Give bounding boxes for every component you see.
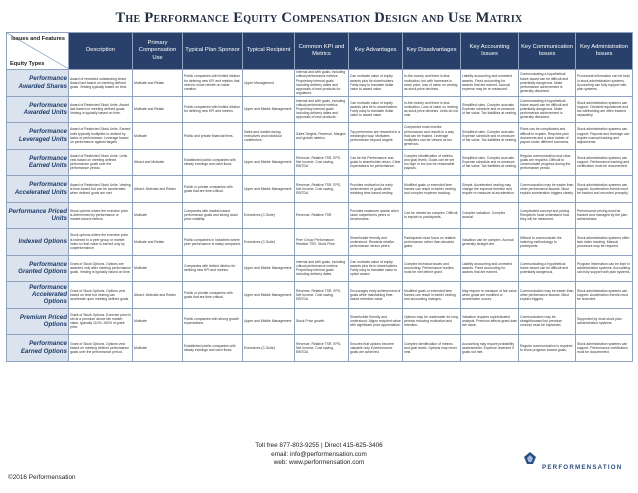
table-cell: Grant of Stock Options. Options vest based on meeting defined performance goals over the performance period. <box>69 335 133 362</box>
column-header: Key Disadvantages <box>403 33 461 70</box>
page-title: The Performance Equity Compensation Design and Use Matrix <box>115 10 523 26</box>
table-cell: Communicating a hypothetical future award can be difficult and potentially dangerous. Make performance achievement is generally disclosed. <box>519 96 576 123</box>
row-header: Performance Priced Units <box>7 202 69 229</box>
table-cell: Provides motivation for early achievement of goals while retaining time-based vesting. <box>349 176 403 203</box>
column-header: Description <box>69 33 133 70</box>
row-header: Performance Accelerated Options <box>7 282 69 309</box>
table-cell: Public or private companies with goals that are time-critical. <box>183 282 243 309</box>
table-cell: Complex identification of metrics and goal levels. Options may never vest. <box>403 335 461 362</box>
header-row <box>7 33 633 70</box>
row-header: Performance Accelerated Units <box>7 176 69 203</box>
table-cell: Stock administration systems can support. Performance tracking and certification must be documented. <box>576 149 633 176</box>
column-header: Typical Plan Sponsor <box>183 33 243 70</box>
table-cell: Modified goals or extended time frames can result in earlier vesting and complex expense tracking. <box>403 176 461 203</box>
table-cell: Motivate and Retain <box>133 96 183 123</box>
corner-cell <box>7 33 69 70</box>
table-cell: Upper and Middle Management <box>243 149 295 176</box>
table-cell: Communicating a hypothetical future award can be difficult and potentially dangerous. Make performance achievement is generally disclosed. <box>519 70 576 97</box>
table-cell: Executives (C-Suite) <box>243 202 295 229</box>
table-cell: Grant of Stock Options. Exercise price is set at a premium above fair market value, typically 110%–150% of grant price. <box>69 308 133 335</box>
web-line[interactable]: web: www.performensation.com <box>273 459 365 467</box>
row-header: Premium Priced Options <box>7 308 69 335</box>
table-row <box>7 282 633 309</box>
table-row <box>7 229 633 256</box>
table-cell: Attract, Motivate and Retain <box>133 282 183 309</box>
table-cell: Motivate <box>133 202 183 229</box>
table-cell: Internal and with goals, including critical performance metrics. Proprietary internal goals including delivery dates and approvals of new products. <box>295 96 349 123</box>
compensation-matrix <box>6 32 633 362</box>
table-cell: Stock administration systems often lack index tracking. Manual processes may be required. <box>576 229 633 256</box>
column-header: Typical Recipient <box>243 33 295 70</box>
table-cell: Plans can be complicated and difficult to explain. Requires plan documents and a clear ladder of payout under different scenarios. <box>519 123 576 150</box>
table-cell: Public companies in industries where peer performance is easily compared. <box>183 229 243 256</box>
table-cell: Stock administration systems can support. Performance certification must be documented. <box>576 335 633 362</box>
table-cell: In-the-money and there is less motivation. Loss of value on vesting as stock price declines. Units do not vote. <box>403 96 461 123</box>
table-cell: Stock administration systems can support. Acceleration events must be recorded. <box>576 282 633 309</box>
table-cell: Simple. Accelerated vesting may change the expense timeline and require re-measure at acceleration. <box>461 176 519 203</box>
table-cell: Public companies with limited dilution for defining new KPI and metrics. <box>183 96 243 123</box>
table-cell: Complex technical issues and accounting. Performance hurdles must be met before grant. <box>403 255 461 282</box>
table-cell: Can motivate value of equity awards plus tie to shareholders. Fairly easy to translate dollar value to award value. <box>349 96 403 123</box>
copyright-text: ©2016 Performensation <box>8 474 76 481</box>
table-cell: Public and private financial firms. <box>183 123 243 150</box>
table-cell: Shareholder friendly and understood. Rewards relative performance versus peers. <box>349 229 403 256</box>
table-cell: Award of Restricted Stock Units. Award last based on meeting defined goals. Vesting is typically based on time. <box>69 96 133 123</box>
table-cell: Communication may be easier than other performance awards. Must explain triggers. <box>519 282 576 309</box>
table-cell: Procedural information can be kept in stock administration systems. Accounting can fully support with plan systems. <box>576 70 633 97</box>
column-header: Common KPI and Metrics <box>295 33 349 70</box>
logo-wordmark: PERFORMENSATION <box>542 464 623 471</box>
row-header: Performance Awarded Units <box>7 96 69 123</box>
table-cell: Revenue, Relative TSR, EPS, Net Income, Cost saving, EBITDA <box>295 176 349 203</box>
table-cell: Attract, Motivate and Retain <box>133 176 183 203</box>
table-cell: Stock administration systems can support. Dividend equivalents and tax withholding are often tracked separately. <box>576 96 633 123</box>
table-cell: Upper Management <box>243 70 295 97</box>
table-cell: Companies must monitor performance and results in a way that can be trusted. Leverage multipliers can be viewed as too generous. <box>403 123 461 150</box>
email-line[interactable]: email: info@performensation.com <box>271 450 367 458</box>
table-cell: Public or private companies with goals that are time-critical. <box>183 176 243 203</box>
table-cell: Revenue, Relative TSR, EPS, Net Income, Cost saving, EBITDA <box>295 282 349 309</box>
table-cell: Can motivate value of equity awards plus tie to shareholders. Fairly easy to translate value to option award. <box>349 255 403 282</box>
table-cell: Communication may be easier than other performance awards. Must explain acceleration triggers clearly. <box>519 176 576 203</box>
table-cell: Motivate and Retain <box>133 229 183 256</box>
table-cell: Motivate and Retain <box>133 70 183 97</box>
table-cell: Encourages early achievement of goals while maintaining time-based retention value. <box>349 282 403 309</box>
table-cell: Award of Restricted Stock Units. Vesting is time-based but can be accelerated when defined goals are met. <box>69 176 133 203</box>
column-header: Primary Compensation Use <box>133 33 183 70</box>
table-cell: Internal and with goals, including critical performance metrics. Proprietary internal goals including delivery dates. <box>295 255 349 282</box>
table-cell: Stock options where the exercise price is determined by performance or market-based metrics. <box>69 202 133 229</box>
table-cell: Complicated concept and pricing. Recipients must understand how they will be measured. <box>519 202 576 229</box>
table-cell: Award of restricted outstanding share. Award last based on meeting defined goals. Vesting typically based on time. <box>69 70 133 97</box>
table-cell: Internal and with goals, including critical performance metrics. Proprietary internal goals including delivery dates and approvals of new products for regulators. <box>295 70 349 97</box>
table-cell: Peer Group Performance, Relative TSR, Stock Price <box>295 229 349 256</box>
column-header: Key Administration Issues <box>576 33 633 70</box>
table-cell: Liability accounting and unvested awards. Fixed accounting for awards that are earned. Accrual expense may be re-measured. <box>461 70 519 97</box>
table-row <box>7 308 633 335</box>
table-row <box>7 202 633 229</box>
table-cell: Simplified rules. Complex accruals. Expense schedule and re-measure of fair value. Tax liabilities at vesting. <box>461 123 519 150</box>
table-row <box>7 123 633 150</box>
table-row <box>7 149 633 176</box>
table-cell: Options may be underwater for long periods reducing motivation and retention. <box>403 308 461 335</box>
table-cell: In-the-money and there is less motivation, but with increases in stock price, loss of value on vesting as stock price declines. <box>403 70 461 97</box>
table-cell: Provides maximum upside when stock outperforms peers or benchmarks. <box>349 202 403 229</box>
table-cell: Motivate <box>133 308 183 335</box>
corner-issues-label: Issues and Features <box>11 36 65 42</box>
row-header: Performance Granted Options <box>7 255 69 282</box>
table-cell: Communicating a hypothetical future award can be difficult and potentially dangerous. <box>519 255 576 282</box>
corner-types-label: Equity Types <box>10 61 45 67</box>
table-cell: Can be viewed as complex. Difficult to explain to participants. <box>403 202 461 229</box>
table-cell: Stock administration systems can support. Payouts and leverage can require manual tracking and adjustments. <box>576 123 633 150</box>
table-cell: Executives (C-Suite) <box>243 335 295 362</box>
table-row <box>7 255 633 282</box>
table-cell: Sales and market-facing executives and individual contributors. <box>243 123 295 150</box>
table-cell: Difficult to communicate the indexing methodology to participants. <box>519 229 576 256</box>
table-cell: Public companies with strong growth expectations. <box>183 308 243 335</box>
table-cell: Motivate <box>133 335 183 362</box>
performensation-logo <box>520 450 630 482</box>
row-header: Performance Earned Units <box>7 149 69 176</box>
table-cell: Motivate <box>133 255 183 282</box>
table-cell: Modified goals or extended time frames can result in earlier vesting and accounting changes. <box>403 282 461 309</box>
table-cell: Regular communication and clear goals are required. Difficult to communicate progress during the performance period. <box>519 149 576 176</box>
table-cell: Upper and Middle Management <box>243 282 295 309</box>
table-cell: Stock options where the exercise price is indexed to a peer group or market index so that value is earned only by outperformance. <box>69 229 133 256</box>
table-cell: Ensures that options become valuable only if performance goals are achieved. <box>349 335 403 362</box>
table-cell: May require re-measure of fair value when goals are modified or acceleration occurs. <box>461 282 519 309</box>
table-cell: Revenue, Relative TSR, EPS, Net Income, Cost saving, EBITDA <box>295 149 349 176</box>
column-header: Key Accounting Issues <box>461 33 519 70</box>
row-header: Indexed Options <box>7 229 69 256</box>
table-cell: Regular communication is required to show progress toward goals. <box>519 335 576 362</box>
table-cell: Upper and Middle Management <box>243 308 295 335</box>
table-row <box>7 96 633 123</box>
row-header: Performance Awarded Shares <box>7 70 69 97</box>
table-cell: Revenue, Relative TSR <box>295 202 349 229</box>
table-cell: Grant of Stock Options. Options vest based on time but vesting can accelerate upon meeting defined goals. <box>69 282 133 309</box>
table-cell: Communication may be straightforward but premium concept must be explained. <box>519 308 576 335</box>
table-cell: Program information can be kept in administration systems. Accounting can fully support with plan systems. <box>576 255 633 282</box>
table-cell: Upper and Middle Management <box>243 255 295 282</box>
table-cell: Complex valuation. Complex accrual. <box>461 202 519 229</box>
table-cell: Companies with limited dilution for defining new KPI and metrics. <box>183 255 243 282</box>
row-header: Performance Leveraged Units <box>7 123 69 150</box>
table-cell: Participants must focus on relative performance rather than absolute gains. <box>403 229 461 256</box>
table-cell: Can tie the Performance and goals to shareholder return. Clear expectations for performance. <box>349 149 403 176</box>
table-cell: Grant of Stock Options. Options are awarded only after meeting performance goals. Vesting is typically based on time. <box>69 255 133 282</box>
table-cell: Stock Price growth <box>295 308 349 335</box>
column-header: Key Advantages <box>349 33 403 70</box>
table-cell: Shareholder friendly and understood. Aligns recipient value with significant price appreciation. <box>349 308 403 335</box>
table-cell: Simplified rules. Complex accruals. Expense schedule and re-measure of fair value. Tax liabilities at vesting. <box>461 149 519 176</box>
table-cell: Public companies with limited dilution for defining new KPI and metrics that need to move needle on value creation. <box>183 70 243 97</box>
table-cell: Sales Targets, Revenue, Margins and growth metrics. <box>295 123 349 150</box>
table-cell: Liability accounting and unvested awards. Fixed accounting for awards that are earned. <box>461 255 519 282</box>
table-cell: Established public companies with steady earnings and cash flows. <box>183 335 243 362</box>
table-cell: Upper and Middle Management <box>243 96 295 123</box>
table-cell: Accounting may require probability assessments. Expense reversed if goals not met. <box>461 335 519 362</box>
table-cell: Top performers are rewarded in a meaningful way. Motivates performance beyond targets. <box>349 123 403 150</box>
table-cell: Stock administration systems can support. Acceleration events must be tracked and recorded promptly. <box>576 176 633 203</box>
table-cell: Can motivate value of equity awards plus tie shareholders. Fairly easy to translate dollar value to award value. <box>349 70 403 97</box>
table-cell: Complex identification of metrics and goal levels. Goals can be set too high or too low for reasonable payouts. <box>403 149 461 176</box>
table-cell: Performance pricing must be tracked and managed by the plan administrator. <box>576 202 633 229</box>
table-cell: Award of Restricted Stock Units. Earned units typically multiplied or divided by factor of performance. Leverage based on performance against targets. <box>69 123 133 150</box>
table-cell: Valuation requires sophisticated analysis. Premium affects grant-date fair value. <box>461 308 519 335</box>
column-header: Key Communication Issues <box>519 33 576 70</box>
table-cell: Upper and Middle Management <box>243 176 295 203</box>
table-row <box>7 335 633 362</box>
table-cell: Revenue, Relative TSR, EPS, Net Income, Cost saving, EBITDA <box>295 335 349 362</box>
table-row <box>7 70 633 97</box>
table-row <box>7 176 633 203</box>
phone-line: Toll free 877-803-9255 | Direct 415-625-3406 <box>255 442 383 449</box>
table-cell: Simplified rules. Complex accruals. Expense schedule and re-measure of fair value. Tax liabilities at vesting. <box>461 96 519 123</box>
table-cell: Companies with market-based performance goals and strong stock price volatility. <box>183 202 243 229</box>
row-header: Performance Earned Options <box>7 335 69 362</box>
table-cell: Attract and Motivate <box>133 149 183 176</box>
table-cell: Established public companies with steady earnings and cash flows. <box>183 149 243 176</box>
table-cell: Award of Restricted Stock Units. Units vest based on meeting defined performance goals over the performance period. <box>69 149 133 176</box>
table-cell: Motivate <box>133 123 183 150</box>
table-cell: Executives (C-Suite) <box>243 229 295 256</box>
table-cell: Valuation can be complex. Accrual generally straight-line. <box>461 229 519 256</box>
table-cell: Supported by most stock plan administration systems. <box>576 308 633 335</box>
